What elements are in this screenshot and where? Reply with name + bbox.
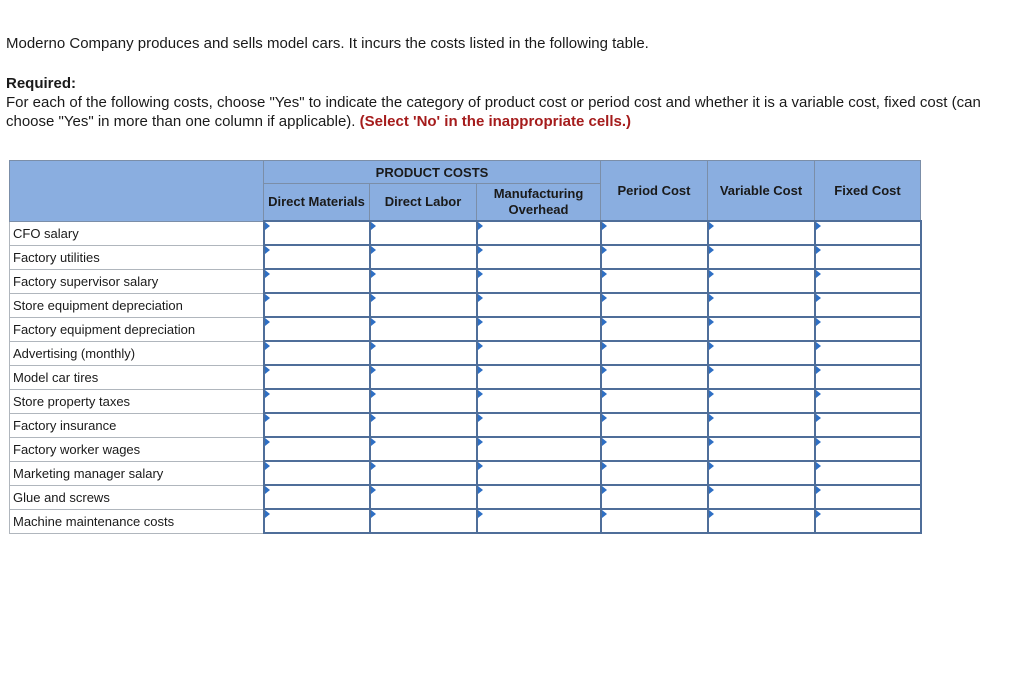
yes-no-dropdown[interactable] [478, 222, 600, 244]
table-row [10, 389, 921, 413]
yes-no-dropdown[interactable] [816, 438, 920, 460]
yes-no-dropdown[interactable] [265, 318, 369, 340]
variable-cost-select[interactable] [708, 341, 815, 365]
variable-cost-select[interactable] [708, 365, 815, 389]
cost-item-label: Factory equipment depreciation [10, 317, 264, 341]
yes-no-dropdown[interactable] [265, 438, 369, 460]
manufacturing-overhead-select[interactable] [477, 485, 601, 509]
period-cost-select[interactable] [601, 293, 708, 317]
manufacturing-overhead-select[interactable] [477, 221, 601, 245]
cost-item-label: Advertising (monthly) [10, 341, 264, 365]
yes-no-dropdown[interactable] [816, 270, 920, 292]
direct-labor-select[interactable] [370, 341, 477, 365]
period-cost-select[interactable] [601, 389, 708, 413]
cost-item-label: Marketing manager salary [10, 461, 264, 485]
variable-cost-select[interactable] [708, 389, 815, 413]
instructions-text [6, 93, 1006, 131]
yes-no-dropdown[interactable] [371, 318, 476, 340]
manufacturing-overhead-select[interactable] [477, 269, 601, 293]
direct-labor-select[interactable] [370, 245, 477, 269]
yes-no-dropdown[interactable] [371, 390, 476, 412]
yes-no-dropdown[interactable] [478, 270, 600, 292]
yes-no-dropdown[interactable] [602, 486, 707, 508]
cost-classification-table [9, 160, 922, 534]
direct-materials-select[interactable] [264, 437, 370, 461]
yes-no-dropdown[interactable] [265, 222, 369, 244]
cost-item-label: CFO salary [10, 221, 264, 245]
yes-no-dropdown[interactable] [478, 390, 600, 412]
manufacturing-overhead-select[interactable] [477, 461, 601, 485]
yes-no-dropdown[interactable] [709, 342, 814, 364]
yes-no-dropdown[interactable] [371, 462, 476, 484]
direct-labor-select[interactable] [370, 269, 477, 293]
yes-no-dropdown[interactable] [816, 414, 920, 436]
period-cost-select[interactable] [601, 317, 708, 341]
direct-materials-select[interactable] [264, 317, 370, 341]
direct-materials-select[interactable] [264, 509, 370, 533]
direct-labor-select[interactable] [370, 461, 477, 485]
fixed-cost-select[interactable] [815, 485, 921, 509]
direct-labor-select[interactable] [370, 389, 477, 413]
yes-no-dropdown[interactable] [816, 390, 920, 412]
yes-no-dropdown[interactable] [602, 318, 707, 340]
variable-cost-select[interactable] [708, 461, 815, 485]
yes-no-dropdown[interactable] [265, 390, 369, 412]
yes-no-dropdown[interactable] [709, 414, 814, 436]
header-product-costs: PRODUCT COSTS [264, 161, 601, 184]
instructions-emphasis: (Select 'No' in the inappropriate cells.) [359, 113, 631, 130]
yes-no-dropdown[interactable] [709, 462, 814, 484]
variable-cost-select[interactable] [708, 437, 815, 461]
yes-no-dropdown[interactable] [478, 318, 600, 340]
yes-no-dropdown[interactable] [265, 342, 369, 364]
header-fixed-cost: Fixed Cost [815, 161, 921, 222]
period-cost-select[interactable] [601, 485, 708, 509]
direct-materials-select[interactable] [264, 245, 370, 269]
header-variable-cost: Variable Cost [708, 161, 815, 222]
fixed-cost-select[interactable] [815, 221, 921, 245]
yes-no-dropdown[interactable] [371, 270, 476, 292]
yes-no-dropdown[interactable] [478, 462, 600, 484]
yes-no-dropdown[interactable] [371, 486, 476, 508]
cost-item-label: Store equipment depreciation [10, 293, 264, 317]
direct-labor-select[interactable] [370, 317, 477, 341]
cost-item-label: Factory insurance [10, 413, 264, 437]
yes-no-dropdown[interactable] [709, 222, 814, 244]
yes-no-dropdown[interactable] [478, 510, 600, 532]
yes-no-dropdown[interactable] [602, 462, 707, 484]
table-body [10, 221, 921, 533]
manufacturing-overhead-select[interactable] [477, 413, 601, 437]
yes-no-dropdown[interactable] [816, 462, 920, 484]
yes-no-dropdown[interactable] [602, 222, 707, 244]
yes-no-dropdown[interactable] [371, 342, 476, 364]
manufacturing-overhead-select[interactable] [477, 341, 601, 365]
yes-no-dropdown[interactable] [478, 414, 600, 436]
yes-no-dropdown[interactable] [602, 438, 707, 460]
fixed-cost-select[interactable] [815, 245, 921, 269]
yes-no-dropdown[interactable] [816, 510, 920, 532]
direct-materials-select[interactable] [264, 485, 370, 509]
fixed-cost-select[interactable] [815, 509, 921, 533]
yes-no-dropdown[interactable] [816, 246, 920, 268]
variable-cost-select[interactable] [708, 221, 815, 245]
yes-no-dropdown[interactable] [371, 222, 476, 244]
cost-item-label: Model car tires [10, 365, 264, 389]
manufacturing-overhead-select[interactable] [477, 365, 601, 389]
fixed-cost-select[interactable] [815, 293, 921, 317]
period-cost-select[interactable] [601, 341, 708, 365]
yes-no-dropdown[interactable] [709, 366, 814, 388]
direct-materials-select[interactable] [264, 365, 370, 389]
yes-no-dropdown[interactable] [709, 486, 814, 508]
yes-no-dropdown[interactable] [816, 222, 920, 244]
manufacturing-overhead-select[interactable] [477, 293, 601, 317]
header-direct-materials: Direct Materials [264, 184, 370, 222]
variable-cost-select[interactable] [708, 317, 815, 341]
direct-materials-select[interactable] [264, 293, 370, 317]
table-row [10, 245, 921, 269]
fixed-cost-select[interactable] [815, 389, 921, 413]
fixed-cost-select[interactable] [815, 269, 921, 293]
yes-no-dropdown[interactable] [602, 270, 707, 292]
yes-no-dropdown[interactable] [816, 342, 920, 364]
yes-no-dropdown[interactable] [602, 246, 707, 268]
yes-no-dropdown[interactable] [602, 510, 707, 532]
yes-no-dropdown[interactable] [478, 486, 600, 508]
manufacturing-overhead-select[interactable] [477, 437, 601, 461]
yes-no-dropdown[interactable] [709, 246, 814, 268]
fixed-cost-select[interactable] [815, 317, 921, 341]
yes-no-dropdown[interactable] [816, 486, 920, 508]
direct-materials-select[interactable] [264, 461, 370, 485]
table-row [10, 317, 921, 341]
header-direct-labor: Direct Labor [370, 184, 477, 222]
direct-materials-select[interactable] [264, 413, 370, 437]
yes-no-dropdown[interactable] [602, 342, 707, 364]
period-cost-select[interactable] [601, 269, 708, 293]
table-row [10, 293, 921, 317]
table-row [10, 461, 921, 485]
yes-no-dropdown[interactable] [478, 366, 600, 388]
yes-no-dropdown[interactable] [371, 366, 476, 388]
yes-no-dropdown[interactable] [602, 414, 707, 436]
direct-labor-select[interactable] [370, 221, 477, 245]
yes-no-dropdown[interactable] [602, 366, 707, 388]
instructions-body: For each of the following costs, choose "Yes" to indicate the category of product cost or period cost and whether it is a variable cost, fixed cost (can choose "Yes" in more than one column if applicable). [6, 94, 981, 130]
table-row [10, 269, 921, 293]
yes-no-dropdown[interactable] [265, 270, 369, 292]
variable-cost-select[interactable] [708, 509, 815, 533]
cost-item-label: Machine maintenance costs [10, 509, 264, 533]
yes-no-dropdown[interactable] [265, 294, 369, 316]
yes-no-dropdown[interactable] [265, 246, 369, 268]
yes-no-dropdown[interactable] [265, 462, 369, 484]
yes-no-dropdown[interactable] [709, 438, 814, 460]
manufacturing-overhead-select[interactable] [477, 389, 601, 413]
table-row [10, 365, 921, 389]
yes-no-dropdown[interactable] [371, 438, 476, 460]
table-row [10, 509, 921, 533]
period-cost-select[interactable] [601, 221, 708, 245]
fixed-cost-select[interactable] [815, 365, 921, 389]
cost-item-label: Glue and screws [10, 485, 264, 509]
required-heading: Required: [6, 75, 77, 92]
yes-no-dropdown[interactable] [265, 366, 369, 388]
manufacturing-overhead-select[interactable] [477, 509, 601, 533]
table-row [10, 437, 921, 461]
variable-cost-select[interactable] [708, 293, 815, 317]
direct-labor-select[interactable] [370, 293, 477, 317]
manufacturing-overhead-select[interactable] [477, 317, 601, 341]
yes-no-dropdown[interactable] [816, 318, 920, 340]
period-cost-select[interactable] [601, 437, 708, 461]
header-corner [10, 161, 264, 222]
yes-no-dropdown[interactable] [371, 294, 476, 316]
cost-item-label: Factory worker wages [10, 437, 264, 461]
fixed-cost-select[interactable] [815, 437, 921, 461]
direct-materials-select[interactable] [264, 221, 370, 245]
table-row [10, 221, 921, 245]
period-cost-select[interactable] [601, 413, 708, 437]
direct-labor-select[interactable] [370, 509, 477, 533]
cost-item-label: Store property taxes [10, 389, 264, 413]
yes-no-dropdown[interactable] [816, 366, 920, 388]
period-cost-select[interactable] [601, 461, 708, 485]
fixed-cost-select[interactable] [815, 461, 921, 485]
yes-no-dropdown[interactable] [709, 294, 814, 316]
yes-no-dropdown[interactable] [371, 414, 476, 436]
fixed-cost-select[interactable] [815, 341, 921, 365]
period-cost-select[interactable] [601, 509, 708, 533]
yes-no-dropdown[interactable] [709, 318, 814, 340]
yes-no-dropdown[interactable] [371, 246, 476, 268]
fixed-cost-select[interactable] [815, 413, 921, 437]
yes-no-dropdown[interactable] [478, 438, 600, 460]
period-cost-select[interactable] [601, 245, 708, 269]
table-row [10, 413, 921, 437]
cost-item-label: Factory supervisor salary [10, 269, 264, 293]
yes-no-dropdown[interactable] [816, 294, 920, 316]
yes-no-dropdown[interactable] [371, 510, 476, 532]
variable-cost-select[interactable] [708, 245, 815, 269]
direct-labor-select[interactable] [370, 437, 477, 461]
variable-cost-select[interactable] [708, 413, 815, 437]
yes-no-dropdown[interactable] [709, 270, 814, 292]
yes-no-dropdown[interactable] [709, 390, 814, 412]
direct-materials-select[interactable] [264, 341, 370, 365]
yes-no-dropdown[interactable] [478, 246, 600, 268]
variable-cost-select[interactable] [708, 485, 815, 509]
intro-text: Moderno Company produces and sells model cars. It incurs the costs listed in the following table. [6, 35, 649, 52]
direct-materials-select[interactable] [264, 269, 370, 293]
manufacturing-overhead-select[interactable] [477, 245, 601, 269]
yes-no-dropdown[interactable] [478, 294, 600, 316]
header-manufacturing-overhead: Manufacturing Overhead [477, 184, 601, 222]
header-period-cost: Period Cost [601, 161, 708, 222]
direct-materials-select[interactable] [264, 389, 370, 413]
yes-no-dropdown[interactable] [602, 294, 707, 316]
direct-labor-select[interactable] [370, 485, 477, 509]
table-row [10, 485, 921, 509]
yes-no-dropdown[interactable] [478, 342, 600, 364]
yes-no-dropdown[interactable] [265, 414, 369, 436]
direct-labor-select[interactable] [370, 413, 477, 437]
direct-labor-select[interactable] [370, 365, 477, 389]
period-cost-select[interactable] [601, 365, 708, 389]
variable-cost-select[interactable] [708, 269, 815, 293]
yes-no-dropdown[interactable] [265, 510, 369, 532]
yes-no-dropdown[interactable] [709, 510, 814, 532]
yes-no-dropdown[interactable] [265, 486, 369, 508]
yes-no-dropdown[interactable] [602, 390, 707, 412]
table-row [10, 341, 921, 365]
cost-item-label: Factory utilities [10, 245, 264, 269]
